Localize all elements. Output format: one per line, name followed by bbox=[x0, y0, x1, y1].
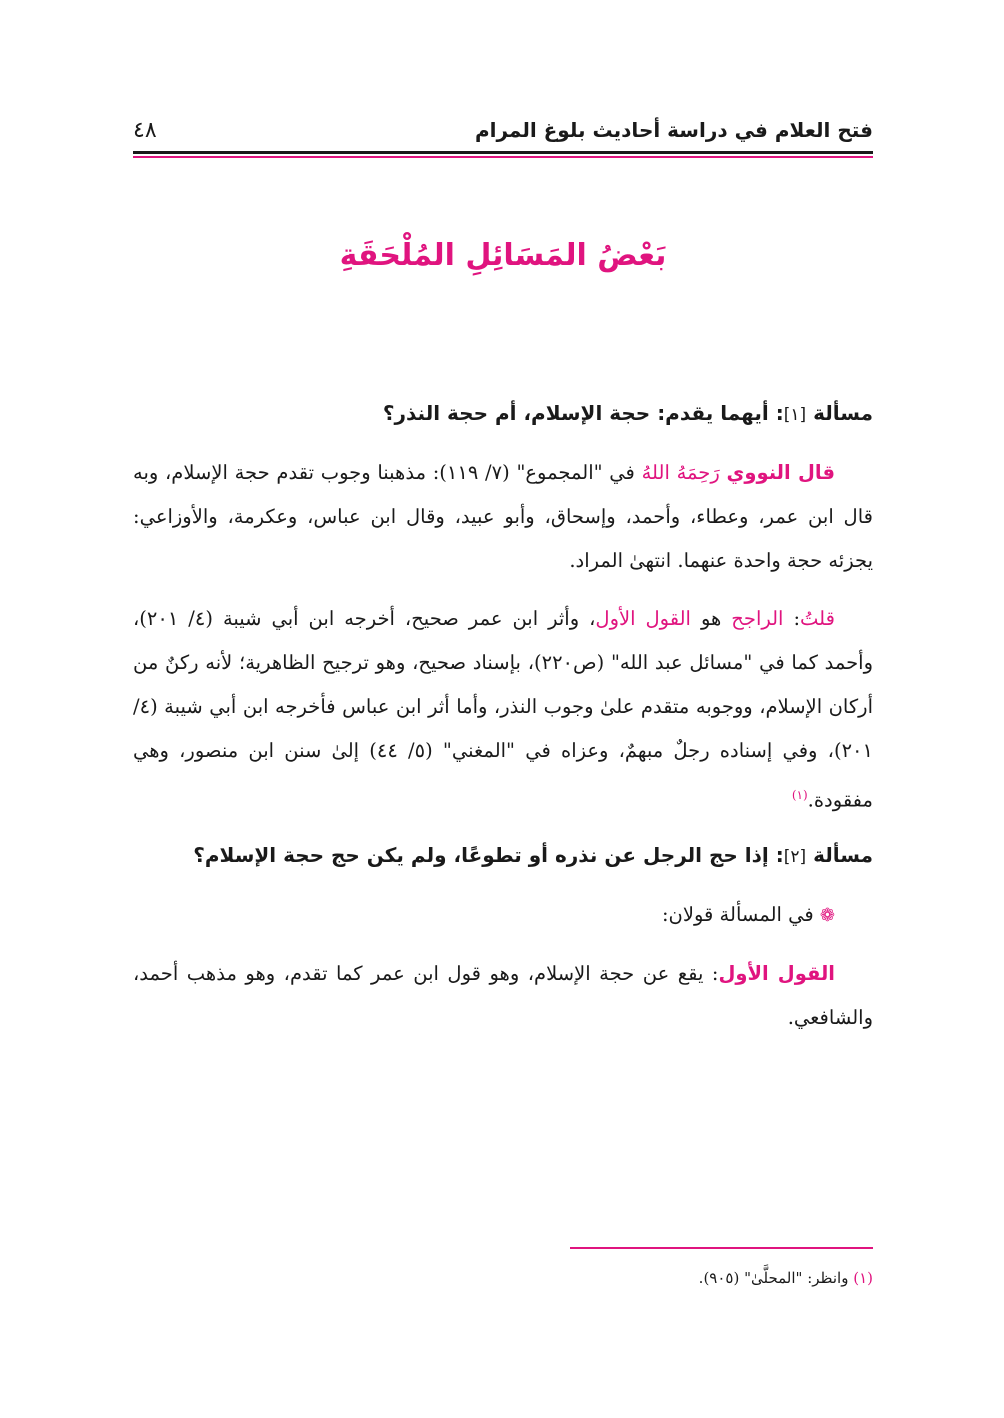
quote-lead: قال النووي bbox=[726, 461, 835, 484]
main-content bbox=[133, 395, 873, 1054]
flower-icon: ❁ bbox=[819, 904, 835, 926]
masala-2-heading: مسألة [٢]: إذا حج الرجل عن نذره أو تطوعًا، ولم يكن حج حجة الإسلام؟ bbox=[193, 842, 873, 867]
rajih-label: الراجح bbox=[731, 607, 784, 630]
first-opinion-label: القول الأول bbox=[718, 961, 835, 985]
page-header bbox=[133, 112, 873, 148]
page-number: ٤٨ bbox=[133, 117, 157, 143]
paragraph-two-opinions: ❁ في المسألة قولان: bbox=[661, 902, 835, 926]
footnote-reference[interactable]: (١) bbox=[791, 788, 808, 802]
paragraph-nawawi: قال النووي رَحِمَهُ اللهُ في "المجموع" (٧/ ١١٩): مذهبنا وجوب تقدم حجة الإسلام، وبه قال ابن عمر، وعطاء، وأحمد، وإسحاق، وأبو عبيد، وقال ابن عباس، وعكرمة، والأوزاعي: يجزئه حجة واحدة عنهما. انتهىٰ المراد. bbox=[133, 461, 873, 572]
footnote-number: (١) bbox=[853, 1269, 873, 1287]
section-title: بَعْضُ المَسَائِلِ المُلْحَقَةِ bbox=[339, 238, 667, 273]
paragraph-opinion: قلتُ: الراجح هو القول الأول، وأثر ابن عمر صحيح، أخرجه ابن أبي شيبة (٤/ ٢٠١)، وأحمد كما في "مسائل عبد الله" (ص٢٢٠)، بإسناد صحيح، وهو ترجيح الظاهرية؛ لأنه ركنٌ من أركان الإسلام، ووجوبه متقدم علىٰ وجوب النذر، وأما أثر ابن عباس فأخرجه ابن أبي شيبة (٤/ ٢٠١)، وفي إسناده رجلٌ مبهمٌ، وعزاه في "المغني" (٥/ ٤٤) إلىٰ سنن ابن منصور، وهي مفقودة.$^{(١)}$ bbox=[133, 607, 873, 812]
qawl-label: القول الأول bbox=[595, 607, 691, 630]
book-title: فتح العلام في دراسة أحاديث بلوغ المرام bbox=[474, 118, 873, 142]
header-rule-black bbox=[133, 151, 873, 154]
header-rule-pink bbox=[133, 156, 873, 158]
paragraph-first-opinion: القول الأول: يقع عن حجة الإسلام، وهو قول ابن عمر كما تقدم، وهو مذهب أحمد، والشافعي. bbox=[133, 961, 873, 1029]
masala-1-heading: مسألة [١]: أيهما يقدم: حجة الإسلام، أم حجة النذر؟ bbox=[382, 401, 873, 425]
honorific-glyph: رَحِمَهُ اللهُ bbox=[641, 461, 727, 484]
footnote-divider bbox=[570, 1247, 873, 1249]
footnote: (١) وانظر: "المحلَّىٰ" (٩٠٥). bbox=[698, 1269, 873, 1287]
opinion-lead: قلتُ bbox=[800, 607, 835, 630]
